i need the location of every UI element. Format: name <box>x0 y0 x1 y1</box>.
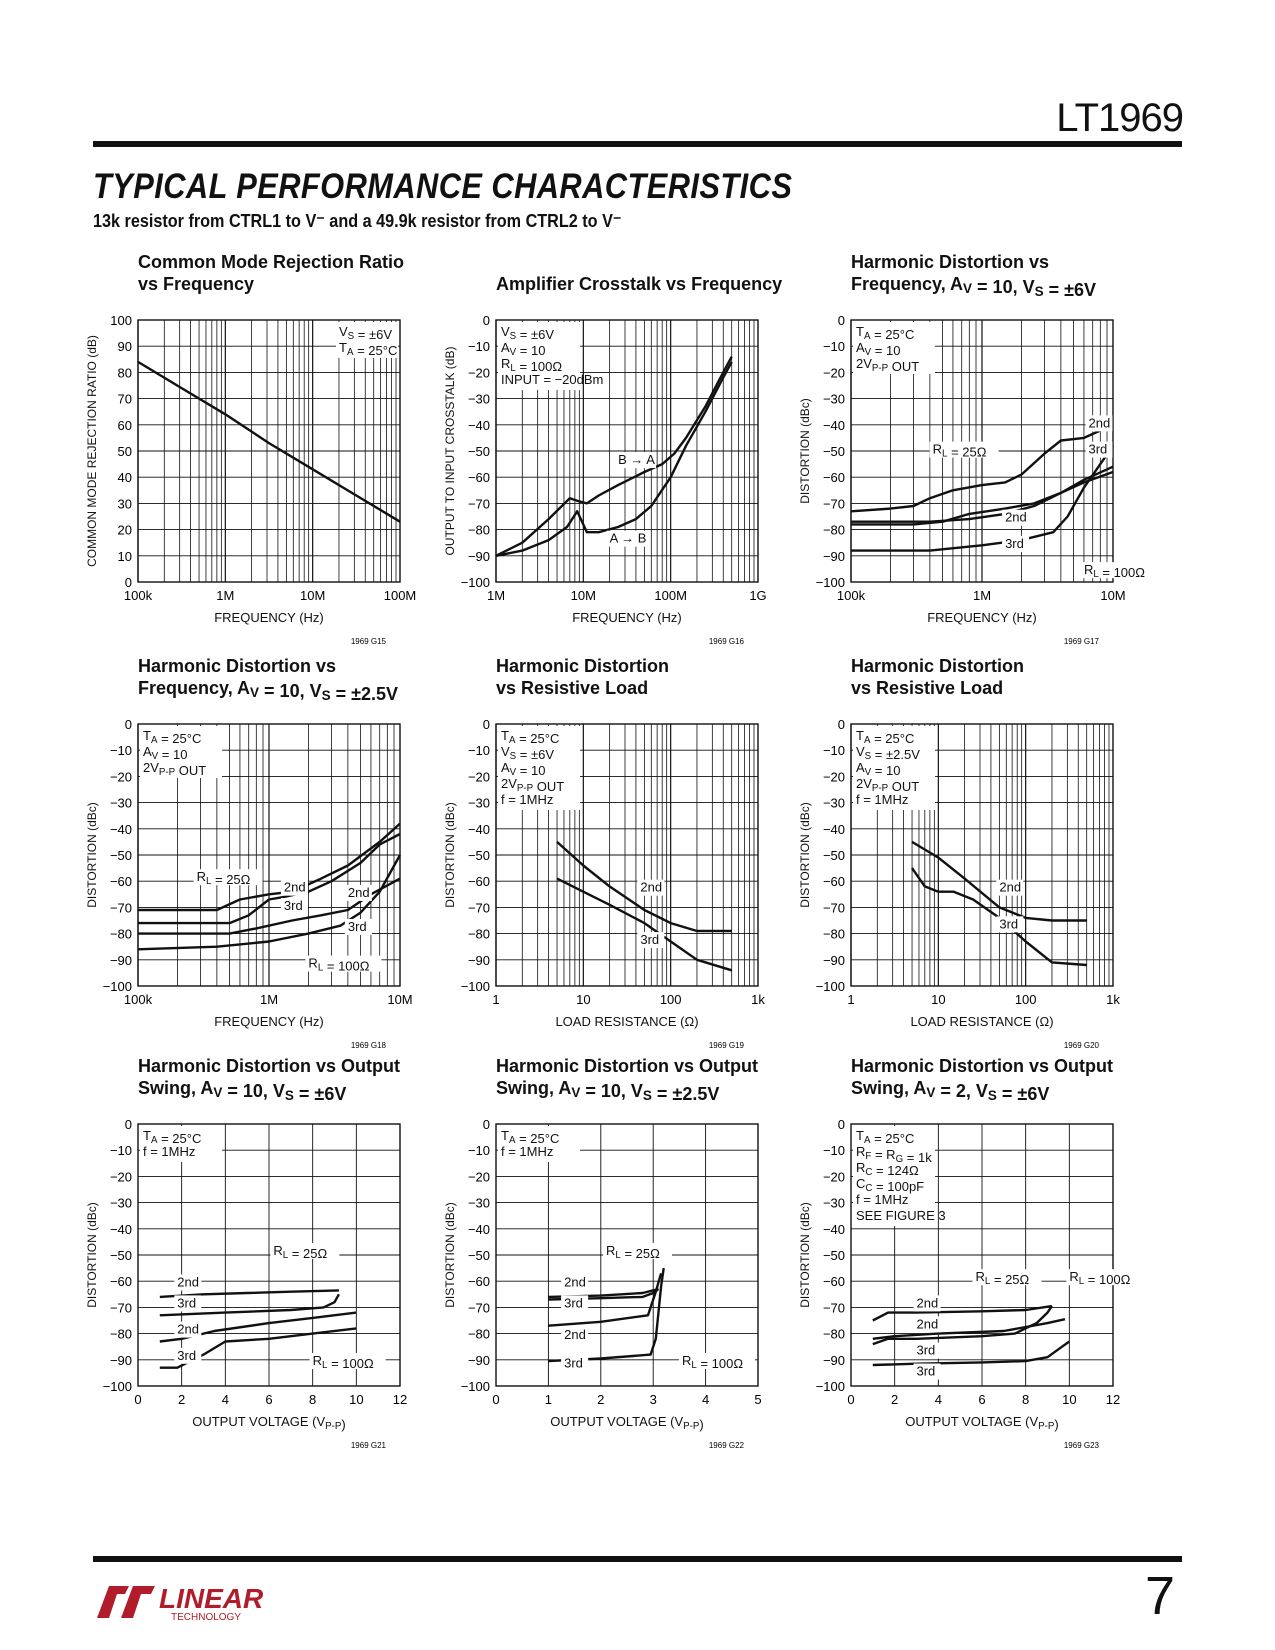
y-tick-label: −90 <box>467 952 490 968</box>
y-tick-label: −10 <box>467 1143 490 1159</box>
x-tick-label: 10 <box>1062 1392 1077 1407</box>
chart-title: Harmonic Distortion vs Output <box>138 1056 401 1076</box>
x-tick-label: 1 <box>544 1392 553 1407</box>
x-tick-label: 0 <box>847 1392 855 1407</box>
y-axis-label: COMMON MODE REJECTION RATIO (dB) <box>85 335 99 567</box>
y-tick-label: −30 <box>822 1195 845 1211</box>
annotation-label: 3rd <box>1005 535 1024 551</box>
x-tick-label: 10M <box>1100 588 1126 603</box>
legend-entry: $R_L = 100\Omega$ <box>501 356 563 374</box>
y-tick-label: −90 <box>109 1352 132 1368</box>
y-tick-label: −90 <box>822 952 845 968</box>
chart-title: Harmonic Distortion vs <box>851 252 1050 272</box>
annotation-label: A → B <box>609 530 647 546</box>
y-tick-label: −60 <box>109 1274 132 1290</box>
y-tick-label: −50 <box>467 848 490 863</box>
legend-entry: $2V_{P-P}$ OUT <box>501 776 565 794</box>
annotation-label: $R_L = 100\Omega$ <box>682 1353 744 1372</box>
y-tick-label: −20 <box>467 365 490 381</box>
chart-title: Common Mode Rejection Ratio <box>138 252 405 272</box>
y-tick-label: −40 <box>822 821 845 837</box>
figure-code: 1969 G15 <box>350 637 386 646</box>
legend-entry: $T_A = 25^\circ C$ <box>143 728 202 746</box>
legend-entry: $T_A = 25^\circ C$ <box>501 1128 560 1146</box>
legend-entry: $2V_{P-P}$ OUT <box>856 356 920 374</box>
annotation-label: 2nd <box>916 1295 939 1311</box>
legend-entry: $A_V = 10$ <box>856 760 901 778</box>
annotation-label: 2nd <box>916 1316 939 1332</box>
legend-entry: $V_S = \pm 6V$ <box>501 324 555 342</box>
x-tick-label: 6 <box>265 1392 273 1407</box>
y-tick-label: −80 <box>822 522 845 538</box>
annotation-label: $R_L = 25\Omega$ <box>606 1243 660 1261</box>
chart-title: Frequency, AV = 10, VS = ±6V <box>851 274 1097 300</box>
y-tick-label: −80 <box>822 926 845 942</box>
legend-entry: $T_A = 25^\circ C$ <box>856 1128 915 1146</box>
chart-G15 <box>85 252 416 646</box>
y-tick-label: −20 <box>822 365 845 381</box>
x-axis-label: LOAD RESISTANCE (Ω) <box>555 1014 699 1029</box>
y-axis-label: DISTORTION (dBc) <box>798 398 812 504</box>
annotation-label: 3rd <box>640 932 660 948</box>
y-tick-label: −10 <box>467 743 490 759</box>
y-tick-label: 0 <box>837 313 845 328</box>
y-tick-label: −100 <box>102 1379 132 1394</box>
chart-G17 <box>798 252 1157 646</box>
y-tick-label: −90 <box>467 1352 490 1368</box>
y-tick-label: 10 <box>117 548 132 564</box>
logo-subtext: TECHNOLOGY <box>171 1612 242 1622</box>
y-tick-label: −20 <box>822 1169 845 1185</box>
y-tick-label: −40 <box>467 821 490 837</box>
y-tick-label: 0 <box>837 1117 845 1132</box>
y-axis-label: DISTORTION (dBc) <box>443 802 457 908</box>
annotation-label: 3rd <box>347 918 367 934</box>
figure-code: 1969 G22 <box>708 1441 744 1450</box>
annotation-label: 3rd <box>177 1295 197 1311</box>
figure-code: 1969 G16 <box>708 637 744 646</box>
chart-G22 <box>443 1056 762 1450</box>
legend-entry: $V_S = \pm 6V$ <box>501 744 555 762</box>
y-tick-label: 60 <box>117 417 132 433</box>
annotation-label: 2nd <box>564 1326 586 1342</box>
y-tick-label: 40 <box>117 470 132 486</box>
y-tick-label: −30 <box>822 795 845 811</box>
chart-G21 <box>85 1056 407 1450</box>
y-tick-label: −70 <box>109 900 132 916</box>
y-tick-label: −30 <box>822 391 845 407</box>
annotation-label: 2nd <box>177 1321 200 1337</box>
y-tick-label: −20 <box>822 769 845 785</box>
figure-code: 1969 G17 <box>1063 637 1099 646</box>
x-tick-label: 100M <box>654 588 687 603</box>
annotation-label: 3rd <box>999 916 1019 932</box>
x-tick-label: 100k <box>123 588 153 603</box>
legend-entry: $C_C = 100pF$ <box>856 1176 925 1194</box>
annotation-label: 3rd <box>916 1363 936 1379</box>
x-tick-label: 0 <box>492 1392 500 1407</box>
y-tick-label: −30 <box>467 391 490 407</box>
y-tick-label: −80 <box>467 926 490 942</box>
y-tick-label: 20 <box>117 522 132 538</box>
y-tick-label: 0 <box>124 575 132 590</box>
y-tick-label: −100 <box>102 979 132 994</box>
y-tick-label: −50 <box>822 848 845 863</box>
y-tick-label: −40 <box>109 1221 132 1237</box>
chart-G16 <box>443 274 782 646</box>
y-tick-label: 90 <box>117 339 132 355</box>
figure-code: 1969 G19 <box>708 1041 744 1050</box>
legend-entry: $2V_{P-P}$ OUT <box>143 760 207 778</box>
logo-mark-icon <box>97 1586 155 1618</box>
annotation-label: $R_L = 25\Omega$ <box>196 869 251 888</box>
y-tick-label: −10 <box>467 339 490 355</box>
annotation-label: 2nd <box>640 879 663 895</box>
legend-entry: $A_V = 10$ <box>501 760 546 778</box>
y-tick-label: −10 <box>822 1143 845 1159</box>
legend-entry: $T_A = 25^\circ C$ <box>501 728 560 746</box>
annotation-label: 2nd <box>347 884 370 900</box>
figure-code: 1969 G23 <box>1063 1441 1099 1450</box>
x-tick-label: 2 <box>597 1392 605 1407</box>
y-tick-label: −40 <box>467 417 490 433</box>
y-tick-label: −30 <box>109 1195 132 1211</box>
y-tick-label: −60 <box>109 874 132 890</box>
chart-G19 <box>443 656 765 1050</box>
annotation-label: B → A <box>618 452 655 468</box>
annotation-label: $R_L = 25\Omega$ <box>273 1243 328 1261</box>
y-tick-label: −50 <box>109 848 132 863</box>
x-tick-label: 4 <box>221 1392 229 1407</box>
series-line <box>873 1342 1070 1366</box>
series-line <box>873 1306 1052 1320</box>
annotation-label: $R_L = 100\Omega$ <box>1069 1269 1131 1288</box>
x-tick-label: 100M <box>383 588 417 603</box>
y-tick-label: −50 <box>109 1248 132 1263</box>
legend-entry: $2V_{P-P}$ OUT <box>856 776 920 794</box>
y-tick-label: −50 <box>467 444 490 459</box>
y-tick-label: −50 <box>822 444 845 459</box>
annotation-label: $R_L = 100\Omega$ <box>1083 562 1146 581</box>
legend-entry: $T_A = 25^\circ C$ <box>856 728 915 746</box>
x-tick-label: 1M <box>972 588 992 603</box>
legend-entry: f = 1MHz <box>856 792 909 807</box>
x-tick-label: 1G <box>749 588 767 603</box>
series-line <box>496 362 732 556</box>
chart-title: Swing, AV = 10, VS = ±2.5V <box>496 1078 720 1104</box>
annotation-label: 3rd <box>564 1295 583 1311</box>
y-tick-label: −80 <box>822 1326 845 1342</box>
y-tick-label: −40 <box>822 1221 845 1237</box>
x-tick-label: 3 <box>649 1392 657 1407</box>
y-tick-label: −90 <box>822 1352 845 1368</box>
legend-entry: $A_V = 10$ <box>501 340 546 358</box>
y-tick-label: −60 <box>467 470 490 486</box>
annotation-label: 2nd <box>564 1274 586 1290</box>
legend-entry: $R_C = 124\Omega$ <box>856 1160 919 1178</box>
page-number: 7 <box>1144 1566 1175 1626</box>
y-tick-label: −70 <box>467 496 490 512</box>
x-tick-label: 100 <box>659 992 682 1007</box>
y-tick-label: −30 <box>467 795 490 811</box>
x-tick-label: 10 <box>349 1392 364 1407</box>
y-axis-label: DISTORTION (dBc) <box>443 1202 457 1308</box>
x-tick-label: 1 <box>492 992 500 1007</box>
y-tick-label: 70 <box>117 391 132 407</box>
figure-code: 1969 G20 <box>1063 1041 1099 1050</box>
x-tick-label: 5 <box>754 1392 762 1407</box>
figure-code: 1969 G21 <box>350 1441 386 1450</box>
y-tick-label: −100 <box>460 1379 490 1394</box>
y-tick-label: −70 <box>822 1300 845 1316</box>
chart-title: Swing, AV = 10, VS = ±6V <box>138 1078 347 1104</box>
y-tick-label: −100 <box>815 979 845 994</box>
annotation-label: $R_L = 100\Omega$ <box>312 1353 374 1372</box>
annotation-label: $R_L = 25\Omega$ <box>975 1269 1030 1288</box>
x-tick-label: 8 <box>1022 1392 1030 1407</box>
y-tick-label: −60 <box>822 874 845 890</box>
x-tick-label: 10M <box>300 588 326 603</box>
y-tick-label: −50 <box>467 1248 490 1263</box>
x-tick-label: 1M <box>486 588 506 603</box>
y-tick-label: −90 <box>467 548 490 564</box>
x-tick-label: 10M <box>570 588 596 603</box>
y-tick-label: −10 <box>109 743 132 759</box>
x-tick-label: 10 <box>576 992 591 1007</box>
y-tick-label: 0 <box>482 717 490 732</box>
y-tick-label: −20 <box>109 1169 132 1185</box>
legend-entry: $T_A = 25^\circ C$ <box>856 324 915 342</box>
x-tick-label: 2 <box>178 1392 186 1407</box>
y-axis-label: DISTORTION (dBc) <box>798 1202 812 1308</box>
y-tick-label: 50 <box>117 444 132 459</box>
y-tick-label: −70 <box>822 900 845 916</box>
legend-entry: $A_V = 10$ <box>856 340 901 358</box>
chart-G18 <box>85 656 413 1050</box>
y-tick-label: −80 <box>467 1326 490 1342</box>
x-tick-label: 6 <box>978 1392 986 1407</box>
y-tick-label: −70 <box>109 1300 132 1316</box>
chart-title: vs Frequency <box>138 274 255 294</box>
y-tick-label: 0 <box>837 717 845 732</box>
y-tick-label: −80 <box>467 522 490 538</box>
y-tick-label: −80 <box>109 1326 132 1342</box>
x-tick-label: 100 <box>1014 992 1037 1007</box>
x-axis-label: FREQUENCY (Hz) <box>572 610 682 625</box>
chart-title: Swing, AV = 2, VS = ±6V <box>851 1078 1050 1104</box>
part-number: LT1969 <box>1056 96 1183 140</box>
y-tick-label: −60 <box>822 470 845 486</box>
x-tick-label: 12 <box>1105 1392 1121 1407</box>
y-tick-label: −100 <box>460 575 490 590</box>
chart-title: Harmonic Distortion vs Output <box>496 1056 759 1076</box>
y-tick-label: 80 <box>117 365 132 381</box>
y-tick-label: 0 <box>482 313 490 328</box>
figure-code: 1969 G18 <box>350 1041 386 1050</box>
legend-entry: $T_A = 25^\circ C$ <box>143 1128 202 1146</box>
x-axis-label: FREQUENCY (Hz) <box>927 610 1037 625</box>
x-axis-label: FREQUENCY (Hz) <box>214 1014 324 1029</box>
chart-title: Harmonic Distortion <box>496 656 670 676</box>
y-tick-label: −30 <box>109 795 132 811</box>
y-tick-label: −60 <box>822 1274 845 1290</box>
annotation-label: 3rd <box>1088 441 1108 457</box>
legend-entry: $A_V = 10$ <box>143 744 188 762</box>
legend-entry: $V_S = \pm 6V$ <box>339 324 393 342</box>
x-tick-label: 0 <box>134 1392 142 1407</box>
annotation-label: 2nd <box>1005 509 1027 525</box>
x-tick-label: 10M <box>387 992 413 1007</box>
x-axis-label: OUTPUT VOLTAGE $(V_{P-P})$ <box>192 1414 346 1432</box>
legend-entry: $T_A = 25^\circ C$ <box>339 340 398 358</box>
legend-entry: $V_S = \pm 2.5V$ <box>856 744 920 762</box>
y-tick-label: −10 <box>822 339 845 355</box>
y-tick-label: 0 <box>482 1117 490 1132</box>
annotation-label: 3rd <box>564 1355 583 1371</box>
y-tick-label: 0 <box>124 717 132 732</box>
y-tick-label: −40 <box>109 821 132 837</box>
x-tick-label: 100k <box>836 588 866 603</box>
y-axis-label: DISTORTION (dBc) <box>85 1202 99 1308</box>
y-axis-label: OUTPUT TO INPUT CROSSTALK (dB) <box>443 346 457 556</box>
section-subtitle: 13k resistor from CTRL1 to V⁻ and a 49.9k resistor from CTRL2 to V⁻ <box>93 211 622 231</box>
y-tick-label: −60 <box>467 874 490 890</box>
x-tick-label: 10 <box>931 992 946 1007</box>
annotation-label: 2nd <box>177 1274 200 1290</box>
legend-entry: f = 1MHz <box>856 1192 909 1207</box>
x-axis-label: FREQUENCY (Hz) <box>214 610 324 625</box>
y-tick-label: −20 <box>467 769 490 785</box>
legend-entry: SEE FIGURE 3 <box>856 1208 946 1223</box>
y-tick-label: −100 <box>815 575 845 590</box>
chart-title: Amplifier Crosstalk vs Frequency <box>496 274 783 294</box>
y-tick-label: −40 <box>467 1221 490 1237</box>
annotation-label: $R_L = 25\Omega$ <box>932 441 987 460</box>
y-tick-label: −60 <box>467 1274 490 1290</box>
legend-entry: INPUT = −20dBm <box>501 372 604 387</box>
y-tick-label: 30 <box>117 496 132 512</box>
annotation-label: 3rd <box>283 898 303 914</box>
linear-technology-logo <box>95 1578 275 1622</box>
x-tick-label: 4 <box>701 1392 710 1407</box>
y-tick-label: −30 <box>467 1195 490 1211</box>
chart-title: Harmonic Distortion vs <box>138 656 337 676</box>
legend-entry: f = 1MHz <box>501 1144 554 1159</box>
legend-entry: f = 1MHz <box>143 1144 196 1159</box>
series-line <box>138 362 400 522</box>
y-axis-label: DISTORTION (dBc) <box>798 802 812 908</box>
x-tick-label: 2 <box>891 1392 899 1407</box>
y-tick-label: −70 <box>467 1300 490 1316</box>
y-tick-label: 0 <box>124 1117 132 1132</box>
y-axis-label: DISTORTION (dBc) <box>85 802 99 908</box>
x-tick-label: 1M <box>216 588 235 603</box>
chart-title: Harmonic Distortion vs Output <box>851 1056 1114 1076</box>
annotation-label: $R_L = 100\Omega$ <box>308 955 370 974</box>
annotation-label: 2nd <box>1088 415 1111 431</box>
y-tick-label: −50 <box>822 1248 845 1263</box>
x-tick-label: 1k <box>1106 992 1120 1007</box>
y-tick-label: −70 <box>822 496 845 512</box>
legend-entry: f = 1MHz <box>501 792 554 807</box>
annotation-label: 3rd <box>177 1347 197 1363</box>
x-tick-label: 4 <box>934 1392 942 1407</box>
chart-title: Frequency, AV = 10, VS = ±2.5V <box>138 678 399 704</box>
annotation-label: 2nd <box>283 879 306 895</box>
chart-G23 <box>798 1056 1142 1450</box>
section-title: TYPICAL PERFORMANCE CHARACTERISTICS <box>93 167 793 206</box>
x-tick-label: 12 <box>392 1392 408 1407</box>
x-axis-label: OUTPUT VOLTAGE $(V_{P-P})$ <box>550 1414 704 1432</box>
footer-rule <box>93 1556 1182 1562</box>
chart-G20 <box>798 656 1120 1050</box>
x-tick-label: 8 <box>309 1392 317 1407</box>
x-tick-label: 1M <box>259 992 279 1007</box>
chart-title: vs Resistive Load <box>851 678 1004 698</box>
y-tick-label: −20 <box>467 1169 490 1185</box>
chart-title: vs Resistive Load <box>496 678 649 698</box>
x-tick-label: 1k <box>751 992 765 1007</box>
logo-text: LINEAR <box>159 1583 264 1614</box>
legend-entry: $R_F = R_G = 1k$ <box>856 1144 932 1165</box>
y-tick-label: −90 <box>822 548 845 564</box>
y-tick-label: 100 <box>110 313 132 328</box>
x-tick-label: 100k <box>123 992 153 1007</box>
y-tick-label: −70 <box>467 900 490 916</box>
chart-title: Harmonic Distortion <box>851 656 1025 676</box>
y-tick-label: −80 <box>109 926 132 942</box>
annotation-label: 2nd <box>999 879 1022 895</box>
x-tick-label: 1 <box>847 992 855 1007</box>
y-tick-label: −100 <box>460 979 490 994</box>
y-tick-label: −10 <box>109 1143 132 1159</box>
y-tick-label: −40 <box>822 417 845 433</box>
y-tick-label: −90 <box>109 952 132 968</box>
x-axis-label: OUTPUT VOLTAGE $(V_{P-P})$ <box>905 1414 1059 1432</box>
y-tick-label: −10 <box>822 743 845 759</box>
annotation-label: 3rd <box>916 1342 936 1358</box>
y-tick-label: −20 <box>109 769 132 785</box>
y-tick-label: −100 <box>815 1379 845 1394</box>
x-axis-label: LOAD RESISTANCE (Ω) <box>910 1014 1054 1029</box>
